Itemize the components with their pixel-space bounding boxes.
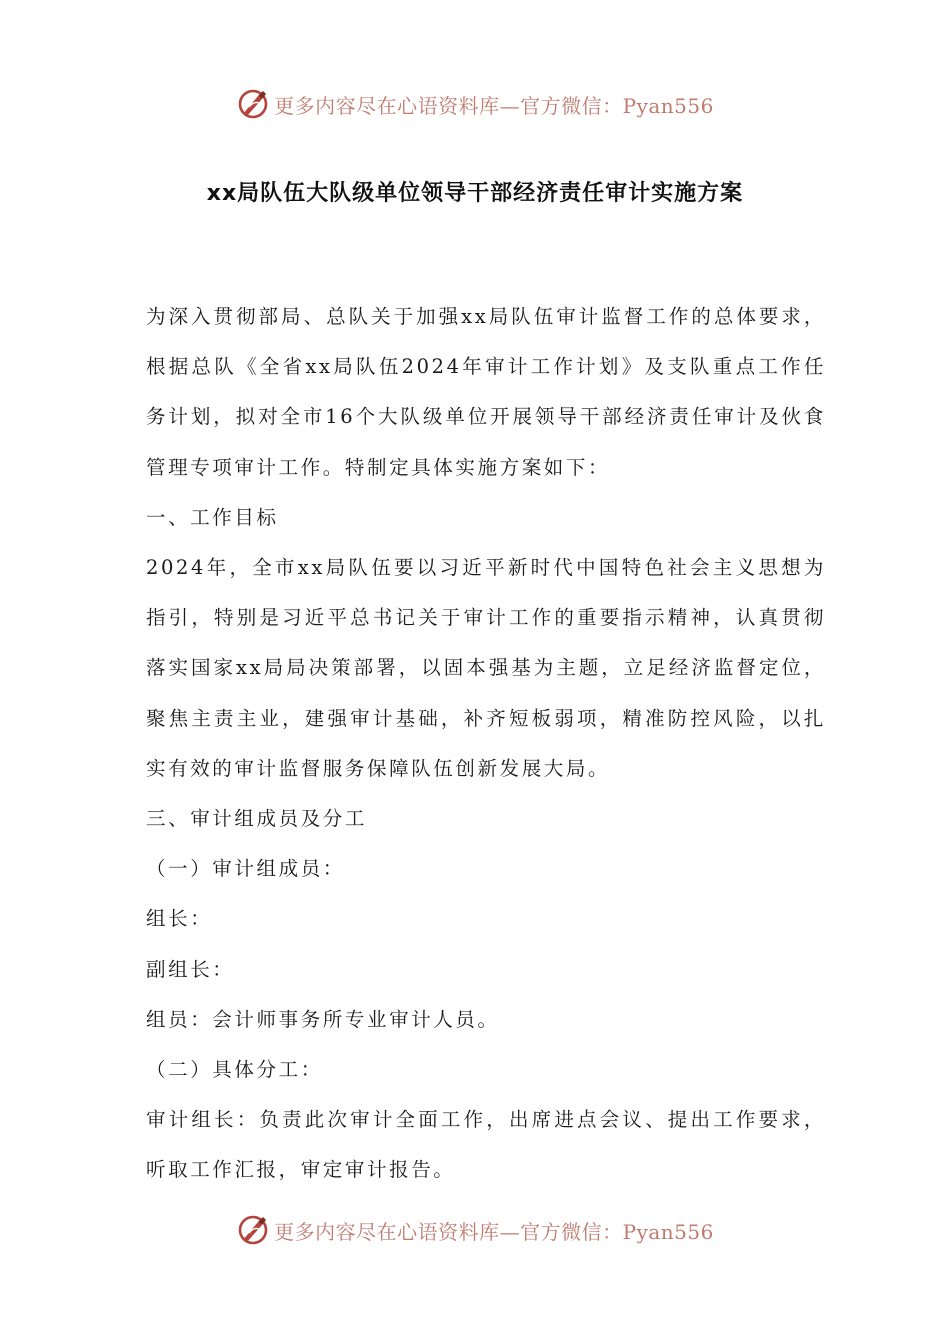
watermark-header: [0, 84, 950, 124]
intro-paragraph: 为深入贯彻部局、总队关于加强xx局队伍审计监督工作的总体要求，根据总队《全省xx局队伍2024年审计工作计划》及支队重点工作任务计划，拟对全市16个大队级单位开展领导干部经济责任审计及伙食管理专项审计工作。特制定具体实施方案如下：: [146, 305, 826, 479]
section-heading-goals: 一、工作目标: [146, 505, 279, 529]
subheading-division: （二）具体分工：: [146, 1058, 323, 1082]
watermark-footer: [0, 1210, 950, 1250]
subheading-members: （一）审计组成员：: [146, 857, 345, 881]
document-body: [146, 292, 826, 1196]
pen-logo-icon: [236, 87, 270, 121]
member-deputy-leader: 副组长：: [146, 957, 235, 981]
goals-paragraph: 2024年，全市xx局队伍要以习近平新时代中国特色社会主义思想为指引，特别是习近平总书记关于审计工作的重要指示精神，认真贯彻落实国家xx局局决策部署，以固本强基为主题，立足经济监督定位，聚焦主责主业，建强审计基础，补齐短板弱项，精准防控风险，以扎实有效的审计监督服务保障队伍创新发展大局。: [146, 556, 826, 780]
leader-duty-paragraph: 审计组长：负责此次审计全面工作，出席进点会议、提出工作要求，听取工作汇报，审定审计报告。: [146, 1108, 826, 1182]
document-title: xx局队伍大队级单位领导干部经济责任审计实施方案: [206, 181, 744, 206]
watermark-text: 更多内容尽在心语资料库—官方微信：Pyan556: [274, 1219, 714, 1244]
member-staff: 组员：会计师事务所专业审计人员。: [146, 1007, 500, 1031]
member-leader: 组长：: [146, 907, 213, 931]
pen-logo-icon: [236, 1213, 270, 1247]
watermark-text: 更多内容尽在心语资料库—官方微信：Pyan556: [274, 93, 714, 118]
section-heading-team: 三、审计组成员及分工: [146, 807, 368, 831]
